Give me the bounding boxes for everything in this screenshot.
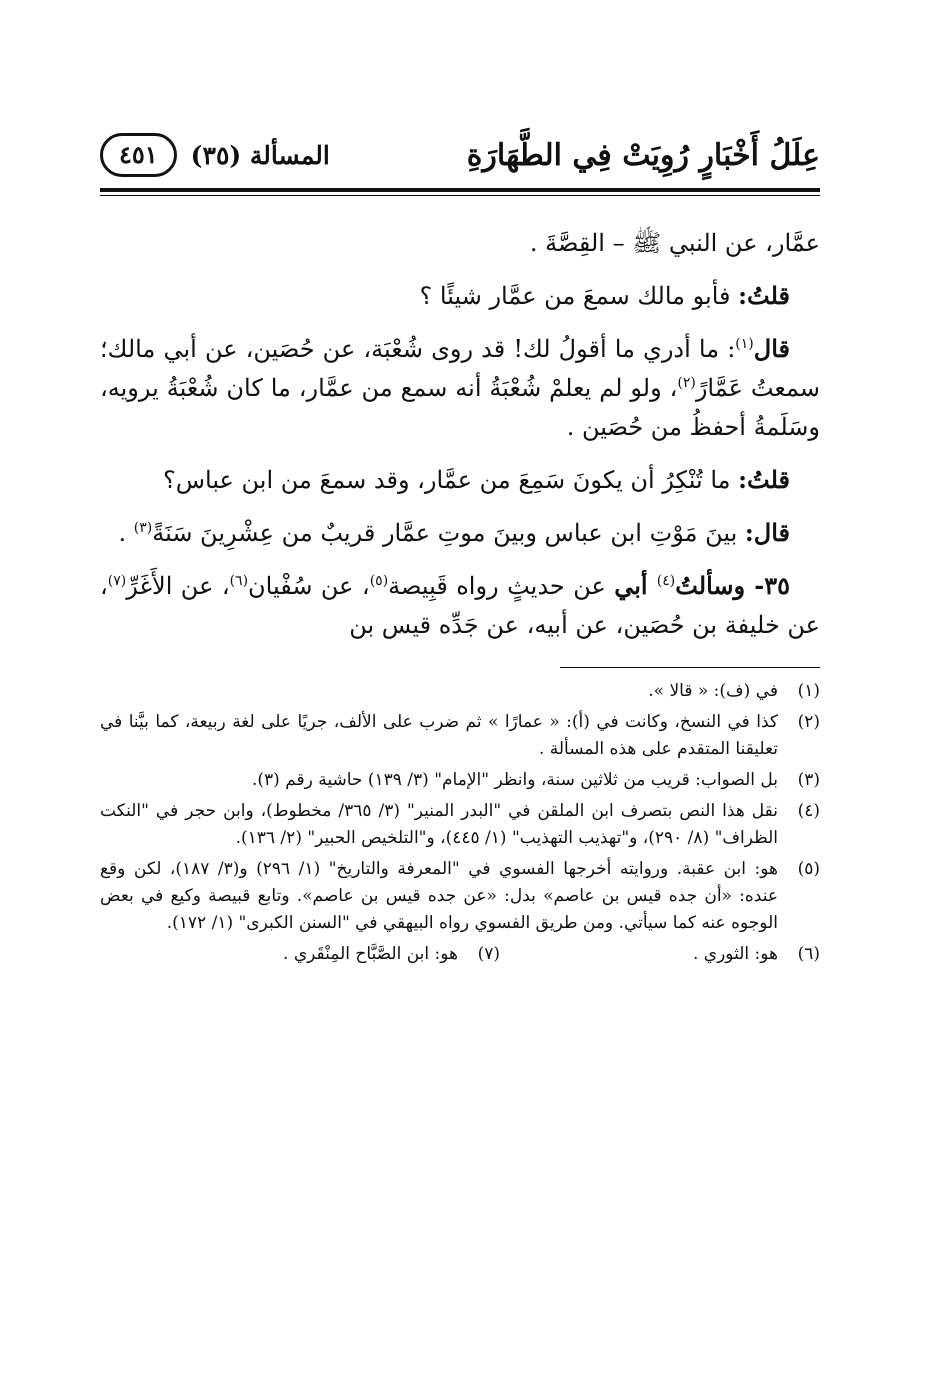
running-header — [100, 130, 820, 180]
page-number: ٤٥١ — [100, 133, 177, 177]
footnote-4 — [100, 798, 820, 852]
footnote-6 — [500, 941, 820, 968]
issue-label: المسألة (٣٥) — [190, 140, 330, 170]
footnote-number: (٧) — [477, 944, 500, 964]
footnote-ref[interactable]: (٣) — [133, 520, 153, 536]
paragraph-4 — [100, 460, 820, 500]
speaker-label: قال: — [744, 518, 790, 547]
paragraph-2-text: فأبو مالك سمعَ من عمَّار شيئًا ؟ — [419, 282, 739, 310]
footnote-number: (١) — [797, 681, 820, 701]
footnote-number: (٢) — [797, 712, 820, 732]
paragraph-6-text-c: ، عن الأَغَرِّ — [126, 572, 230, 600]
speaker-label: قال — [753, 334, 790, 363]
header-rule-thin — [100, 195, 820, 196]
paragraph-1-text: عمَّار، عن النبي ﷺ – القِصَّةَ . — [529, 229, 820, 257]
footnote-ref[interactable]: (٢) — [677, 375, 696, 391]
speaker-label: قلتُ: — [738, 465, 790, 494]
paragraph-3-text-a: : ما أدري ما أقولُ لك! قد روى شُعْبَة، عن حُصَين، عن أبي مالك؛ سمعتُ عَمَّارً — [100, 335, 820, 402]
paragraph-5-text: بينَ مَوْتِ ابن عباس وبينَ موتِ عمَّار قريبٌ من عِشْرِينَ سَنَةً — [152, 519, 745, 547]
book-title: عِلَلُ أَخْبَارٍ رُوِيَتْ فِي الطَّهَارَةِ — [466, 137, 820, 173]
footnote-1 — [100, 678, 820, 705]
issue-number-lead: ٣٥- وسألتُ — [675, 571, 790, 600]
header-rule-thick — [100, 188, 820, 192]
paragraph-1 — [100, 224, 820, 263]
paragraph-5-end: . — [118, 519, 134, 547]
footnote-text: بل الصواب: قريب من ثلاثين سنة، وانظر "الإمام" (٣/ ١٣٩) حاشية رقم (٣). — [251, 770, 778, 790]
footnote-number: (٣) — [797, 770, 820, 790]
paragraph-6-text-d: ، عن خليفة بن حُصَين، عن أبيه، عن جَدِّه قيس بن — [100, 572, 820, 639]
footnotes — [100, 678, 820, 968]
footnote-ref[interactable]: (٦) — [229, 573, 249, 589]
paragraph-6-text-a: عن حديثٍ رواه قَبِيصة — [388, 572, 615, 600]
footnote-2 — [100, 709, 820, 763]
footnote-ref[interactable]: (١) — [735, 336, 754, 352]
footnote-text: هو: الثوري . — [692, 944, 778, 964]
main-text — [100, 224, 820, 645]
paragraph-6-text-b: ، عن سُفْيان — [248, 572, 370, 600]
footnote-text: نقل هذا النص بتصرف ابن الملقن في "البدر المنير" (٣/ ٣٦٥/ مخطوط)، وابن حجر في "النكت الظراف" (٨/ ٢٩٠)، و"تهذيب التهذيب" (١/ ٤٤٥)، و"التلخيص الحبير" (٢/ ١٣٦). — [100, 801, 778, 848]
footnote-ref[interactable]: (٥) — [369, 573, 389, 589]
paragraph-2 — [100, 276, 820, 316]
footnote-row-6-7 — [100, 941, 820, 968]
footnote-separator — [560, 667, 820, 668]
footnote-ref[interactable]: (٧) — [107, 573, 127, 589]
footnote-text: هو: ابن الصَّبَّاح المِنْقَري . — [283, 944, 458, 964]
footnote-text: في (ف): « قالا ». — [648, 681, 778, 701]
book-page — [100, 130, 820, 968]
paragraph-6 — [100, 566, 820, 645]
footnote-number: (٤) — [797, 801, 820, 821]
narrator-name: أبي — [614, 571, 657, 600]
footnote-text: كذا في النسخ، وكانت في (أ): « عمارًا » ثم ضرب على الألف، جريًا على لغة ربيعة، كما بيَّنا في تعليقنا المتقدم على هذه المسألة . — [100, 712, 778, 759]
footnote-number: (٦) — [797, 944, 820, 964]
footnote-text: هو: ابن عقبة. وروايته أخرجها الفسوي في "المعرفة والتاريخ" (١/ ٢٩٦) و(٣/ ١٨٧)، لكن وقع عنده: «أن جده قيس بن عاصم» بدل: «عن جده قيس بن عاصم». وتابع قبيصة وكيع في بعض الوجوه عنه كما سيأتي. ومن طريق الفسوي رواه البيهقي في "السنن الكبرى" (١/ ١٧٢). — [100, 859, 778, 933]
footnote-number: (٥) — [797, 859, 820, 879]
footnote-3 — [100, 767, 820, 794]
paragraph-5 — [100, 513, 820, 553]
paragraph-3-text-b: ، ولو لم يعلمْ شُعْبَةُ أنه سمع من عمَّار، ما كان شُعْبَةُ يرويه، وسَلَمةُ أحفظُ من حُصَين . — [100, 374, 820, 441]
footnote-5 — [100, 856, 820, 937]
paragraph-3 — [100, 329, 820, 447]
footnote-7 — [180, 941, 500, 968]
header-left-group — [100, 133, 330, 177]
speaker-label: قلتُ: — [738, 281, 790, 310]
footnote-ref[interactable]: (٤) — [656, 573, 676, 589]
paragraph-4-text: ما تُنْكِرُ أن يكونَ سَمِعَ من عمَّار، وقد سمعَ من ابن عباس؟ — [162, 466, 739, 494]
